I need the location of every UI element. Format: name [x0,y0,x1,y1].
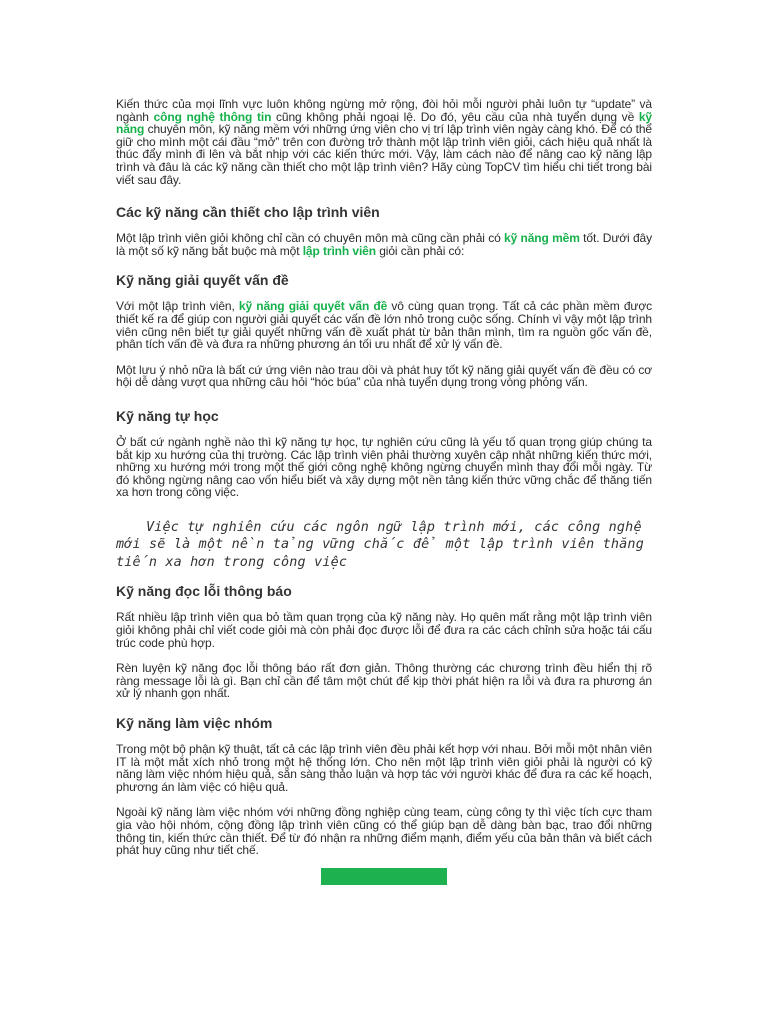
quote-text: Việc tự nghiên cứu các ngôn ngữ lập trình mới, các công nghệ mới sẽ là một nền tảng vững chắc để một lập trình viên thăng tiến xa hơn trong công việc [116,519,644,570]
link-lap-trinh-vien[interactable]: lập trình viên [302,243,376,258]
s1-paragraph [116,232,652,257]
s3-quote [116,519,652,572]
link-ky-nang-mem[interactable]: kỹ năng mềm [504,231,580,246]
heading-tu-hoc: Kỹ năng tự học [116,407,219,424]
s2-paragraph-2: Một lưu ý nhỏ nữa là bất cứ ứng viên nào trau dồi và phát huy tốt kỹ năng giải quyết vấn đề đều có cơ hội dễ dàng vượt qua những câu hỏi “hóc búa” của nhà tuyển dụng trong vòng phỏng vấn. [116,362,652,390]
intro-paragraph [116,98,652,186]
heading-cac-ky-nang: Các kỹ năng cần thiết cho lập trình viên [116,204,380,221]
s3-paragraph-1: Ở bất cứ ngành nghề nào thì kỹ năng tự học, tự nghiên cứu cũng là yếu tố quan trọng giúp chúng ta bắt kịp xu hướng của thị trường. Các lập trình viên phải thường xuyên cập nhật những kiến thức mới, những xu hướng mới trong một thế giới công nghệ không ngừng chuyển mình thay đổi mỗi ngày. Từ đó không ngừng nâng cao vốn hiểu biết và xây dựng một nền tảng kiến thức vững chắc để thăng tiến xa hơn trong công việc. [116,434,652,500]
link-ky-nang-giai-quyet-van-de[interactable]: kỹ năng giải quyết vấn đề [238,299,388,314]
intro-text-3: chuyên môn, kỹ năng mềm với những ứng viên cho vị trí lập trình viên ngày càng khó. Để có thể giữ cho mình một cái đầu “mở” trên con đường trở thành một lập trình viên giỏi, cách hiệu quả nhất là thúc đẩy mình đi lên và bắt nhịp với các kiến thức mới. Vậy, làm cách nào để nâng cao kỹ năng lập trình và đâu là các kỹ năng cần thiết cho một lập trình viên? Hãy cùng TopCV tìm hiểu chi tiết trong bài viết sau đây. [116,122,652,187]
link-cong-nghe-thong-tin[interactable]: công nghệ thông tin [153,109,272,124]
s2-paragraph-1 [116,300,652,350]
document-page [116,98,652,857]
s2-text-1: Với một lập trình viên, [116,299,239,314]
intro-text-2: cũng không phải ngoại lệ. Do đó, yêu cầu của nhà tuyển dụng về [271,109,639,124]
heading-lam-viec-nhom: Kỹ năng làm việc nhóm [116,714,273,731]
intro-text-1: Kiến thức của mọi lĩnh vực luôn không ngừng mở rộng, đòi hỏi mỗi người phải luôn tự “update” và ngành [116,97,652,124]
s1-text-2: tốt. Dưới đây là một số kỹ năng bắt buộc mà một [116,231,652,258]
link-ky-nang[interactable]: kỹ năng [116,109,652,137]
s5-paragraph-1: Trong một bộ phận kỹ thuật, tất cả các lập trình viên đều phải kết hợp với nhau. Bởi mỗi một nhân viên IT là một mắt xích nhỏ trong một hệ thống lớn. Cho nên một lập trình viên giỏi phải là người có kỹ năng làm việc nhóm hiệu quả, sẵn sàng thảo luận và hợp tác với người khác để đưa ra các kế hoạch, phương án làm việc có hiệu quả. [116,741,652,794]
heading-doc-loi-thong-bao: Kỹ năng đọc lỗi thông báo [116,583,292,600]
s1-text-1: Một lập trình viên giỏi không chỉ cần có chuyên môn mà cũng cần phải có [116,231,505,246]
s5-paragraph-2: Ngoài kỹ năng làm việc nhóm với những đồng nghiệp cùng team, cùng công ty thì việc tích cực tham gia vào hội nhóm, cộng đồng lập trình viên cũng có thể giúp bạn dễ dàng bàn bạc, trao đổi những thông tin, kiến thức cần thiết. Để từ đó nhận ra những điểm mạnh, điểm yếu của bản thân và biết cách phát huy cũng như tiết chế. [116,805,652,858]
s2-text-2: vô cùng quan trọng. Tất cả các phần mềm được thiết kế ra để giúp con người giải quyết các vấn đề lớn nhỏ trong cuộc sống. Chính vì vậy một lập trình viên cũng nên biết tự giải quyết những vấn đề xuất phát từ bản thân mình, tìm ra nguồn gốc vấn đề, phân tích vấn đề và đưa ra những phương án tối ưu nhất để xử lý vấn đề. [116,299,652,352]
heading-giai-quyet-van-de: Kỹ năng giải quyết vấn đề [116,272,289,289]
s4-paragraph-2: Rèn luyện kỹ năng đọc lỗi thông báo rất đơn giản. Thông thường các chương trình đều hiển thị rõ ràng message lỗi là gì. Bạn chỉ cần để tâm một chút để kịp thời phát hiện ra lỗi và đưa ra phương án xử lý nhanh gọn nhất. [116,661,652,701]
s4-paragraph-1: Rất nhiều lập trình viên qua bỏ tầm quan trọng của kỹ năng này. Họ quên mất rằng một lập trình viên giỏi không phải chỉ viết code giỏi mà còn phải đọc được lỗi để đưa ra các cách chỉnh sửa hoặc tái cấu trúc code phù hợp. [116,610,652,650]
s1-text-3: giỏi cần phải có: [375,243,465,258]
green-banner-bar [321,868,447,885]
